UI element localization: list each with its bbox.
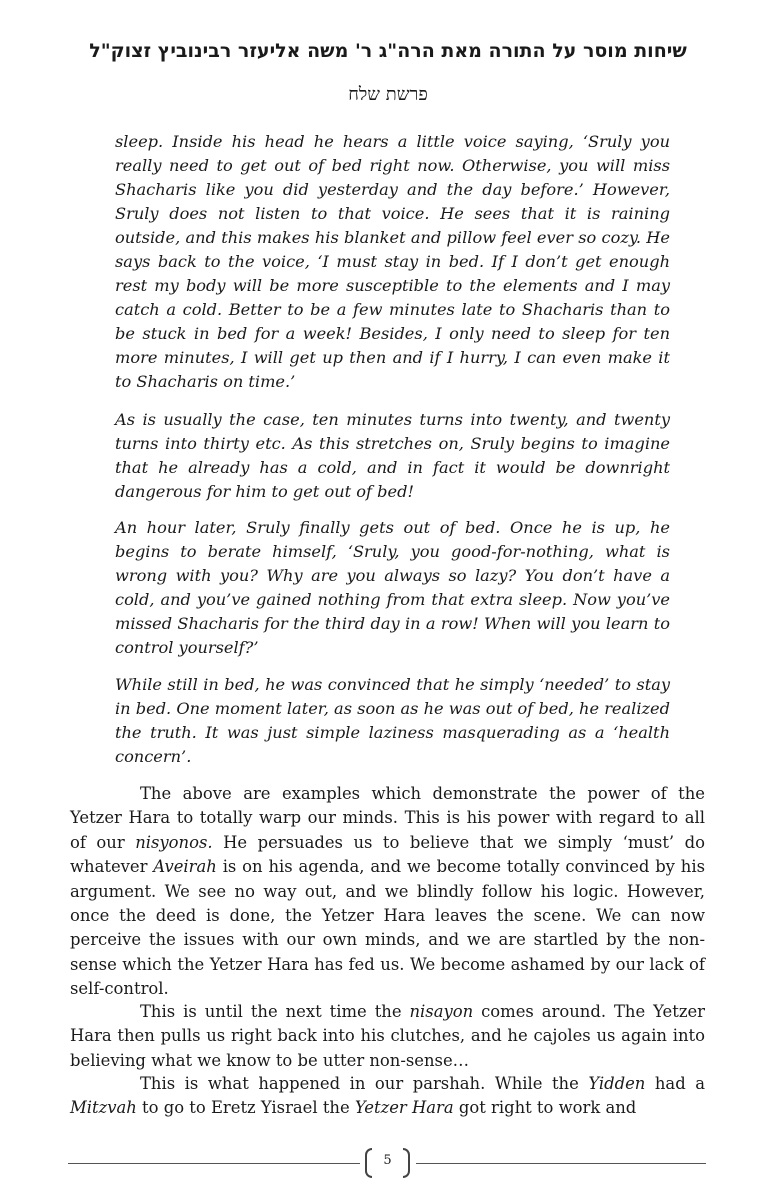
term-nisyonos: nisyonos.: [135, 832, 213, 852]
page-number: 5: [383, 1153, 392, 1168]
body-paragraph-3: This is what happened in our parshah. While the Yidden had a Mitzvah to go to Eretz Yisrael the Yetzer Hara got right to work and: [70, 1074, 705, 1118]
term-nisayon: nisayon: [409, 1002, 474, 1021]
term-yetzer-hara: Yetzer Hara: [354, 1098, 454, 1118]
term-yidden: Yidden: [588, 1074, 646, 1093]
body-paragraph-1: The above are examples which demonstrate the power of the Yetzer Hara to totally warp our minds. This is his power with regard to all of our nisyonos. He persuades us to believe that we simply ‘must’ do whatever Aveirah is on his agenda, and we become totally convinced by his argument. We see no way out, and we blindly follow his logic. However, once the deed is done, the Yetzer Hara leaves the scene. We can now perceive the issues with our own minds, and we are startled by the non-sense which the Yetzer Hara has fed us. We become ashamed by our lack of self-control.: [70, 784, 705, 999]
story-paragraph-3: An hour later, Sruly finally gets out of bed. Once he is up, he begins to berate himself, ‘Sruly, you good-for-nothing, what is wrong with you? Why are you always so lazy? You don’t have a cold, and you’ve gained nothing from that extra sleep. Now you’ve missed Shacharis for the third day in a row! When will you learn to control yourself?’: [115, 518, 670, 657]
term-mitzvah: Mitzvah: [70, 1098, 137, 1118]
page-number-bracket-left: [365, 1148, 372, 1178]
term-aveirah: Aveirah: [153, 857, 217, 877]
footer-rule-left: [68, 1163, 360, 1164]
body-paragraph-2: This is until the next time the nisayon comes around. The Yetzer Hara then pulls us right back into his clutches, and he cajoles us again into believing what we know to be utter non-sense…: [70, 1002, 705, 1070]
running-header-title: שיחות מוסר על התורה מאת הרה"ג ר' משה אליעזר רבינוביץ זצוק"ל: [89, 40, 687, 62]
story-paragraph-1: sleep. Inside his head he hears a little voice saying, ‘Sruly you really need to get out of bed right now. Otherwise, you will miss Shacharis like you did yesterday and the day before.’ However, Sruly does not listen to that voice. He sees that it is raining outside, and this makes his blanket and pillow feel ever so cozy. He says back to the voice, ‘I must stay in bed. If I don’t get enough rest my body will be more susceptible to the elements and I may catch a cold. Better to be a few minutes late to Shacharis than to be stuck in bed for a week! Besides, I only need to sleep for ten more minutes, I will get up then and if I hurry, I can even make it to Shacharis on time.’: [115, 132, 670, 391]
parsha-name: פרשת שלח: [348, 84, 428, 105]
footer-rule-right: [416, 1163, 706, 1164]
story-paragraph-4: While still in bed, he was convinced that he simply ‘needed’ to stay in bed. One moment later, as soon as he was out of bed, he realized the truth. It was just simple laziness masquerading as a ‘health concern’.: [115, 675, 670, 766]
page-number-bracket-right: [403, 1148, 410, 1178]
story-paragraph-2: As is usually the case, ten minutes turns into twenty, and twenty turns into thirty etc. As this stretches on, Sruly begins to imagine that he already has a cold, and in fact it would be downright dangerous for him to get out of bed!: [115, 410, 670, 501]
